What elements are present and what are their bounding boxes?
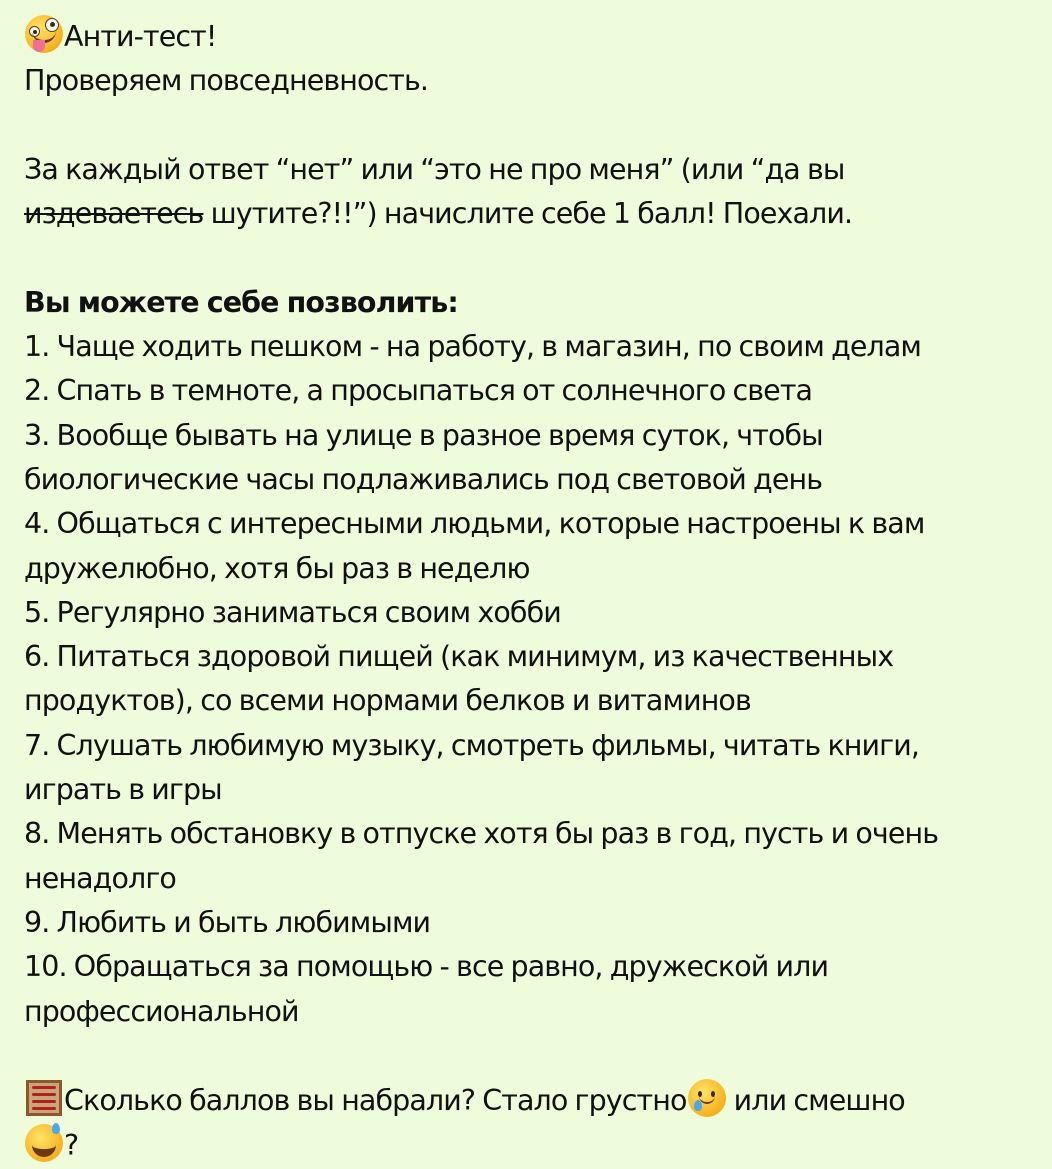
post-title: Анти-тест!	[64, 20, 217, 53]
outro-line: Сколько баллов вы набрали? Стало грустно или смешно	[24, 1078, 1028, 1123]
list-line: 7. Слушать любимую музыку, смотреть фильмы, читать книги,	[24, 728, 920, 762]
list-line: 10. Обращаться за помощью - все равно, дружеской или	[24, 950, 829, 984]
list-line: 5. Регулярно заниматься своим хобби	[24, 595, 561, 629]
list-line: играть в игры	[24, 773, 222, 807]
list-line: профессиональной	[24, 994, 299, 1028]
list-line: продуктов), со всеми нормами белков и витаминов	[24, 684, 751, 718]
strikethrough-text: издеваетесь	[24, 197, 204, 231]
list-heading: Вы можете себе позволить:	[24, 285, 458, 319]
abacus-icon	[24, 1078, 64, 1118]
sad-smile-tear-icon	[687, 1078, 727, 1118]
list-line: 6. Питаться здоровой пищей (как минимум, из качественных	[24, 640, 894, 674]
title-line	[24, 14, 1028, 59]
outro-line-2: ?	[24, 1123, 1028, 1168]
list-line: 2. Спать в темноте, а просыпаться от солнечного света	[24, 374, 813, 408]
zany-face-icon	[24, 14, 64, 54]
list-line: ненадолго	[24, 861, 176, 895]
list-line: 1. Чаще ходить пешком - на работу, в магазин, по своим делам	[24, 330, 922, 364]
list-line: 4. Общаться с интересными людьми, которые настроены к вам	[24, 507, 925, 541]
list-line: дружелюбно, хотя бы раз в неделю	[24, 551, 530, 585]
list-line: 3. Вообще бывать на улице в разное время суток, чтобы	[24, 418, 823, 452]
grinning-sweat-icon	[24, 1123, 64, 1163]
post-subtitle: Проверяем повседневность.	[24, 64, 429, 98]
intro-line-2: издеваетесь шутите?!!”) начислите себе 1 балл! Поехали.	[24, 197, 853, 231]
list-line: 9. Любить и быть любимыми	[24, 905, 431, 939]
list-line: 8. Менять обстановку в отпуске хотя бы раз в год, пусть и очень	[24, 817, 939, 851]
intro-line-1: За каждый ответ “нет” или “это не про меня” (или “да вы	[24, 152, 845, 186]
list-line: биологические часы подлаживались под световой день	[24, 462, 823, 496]
